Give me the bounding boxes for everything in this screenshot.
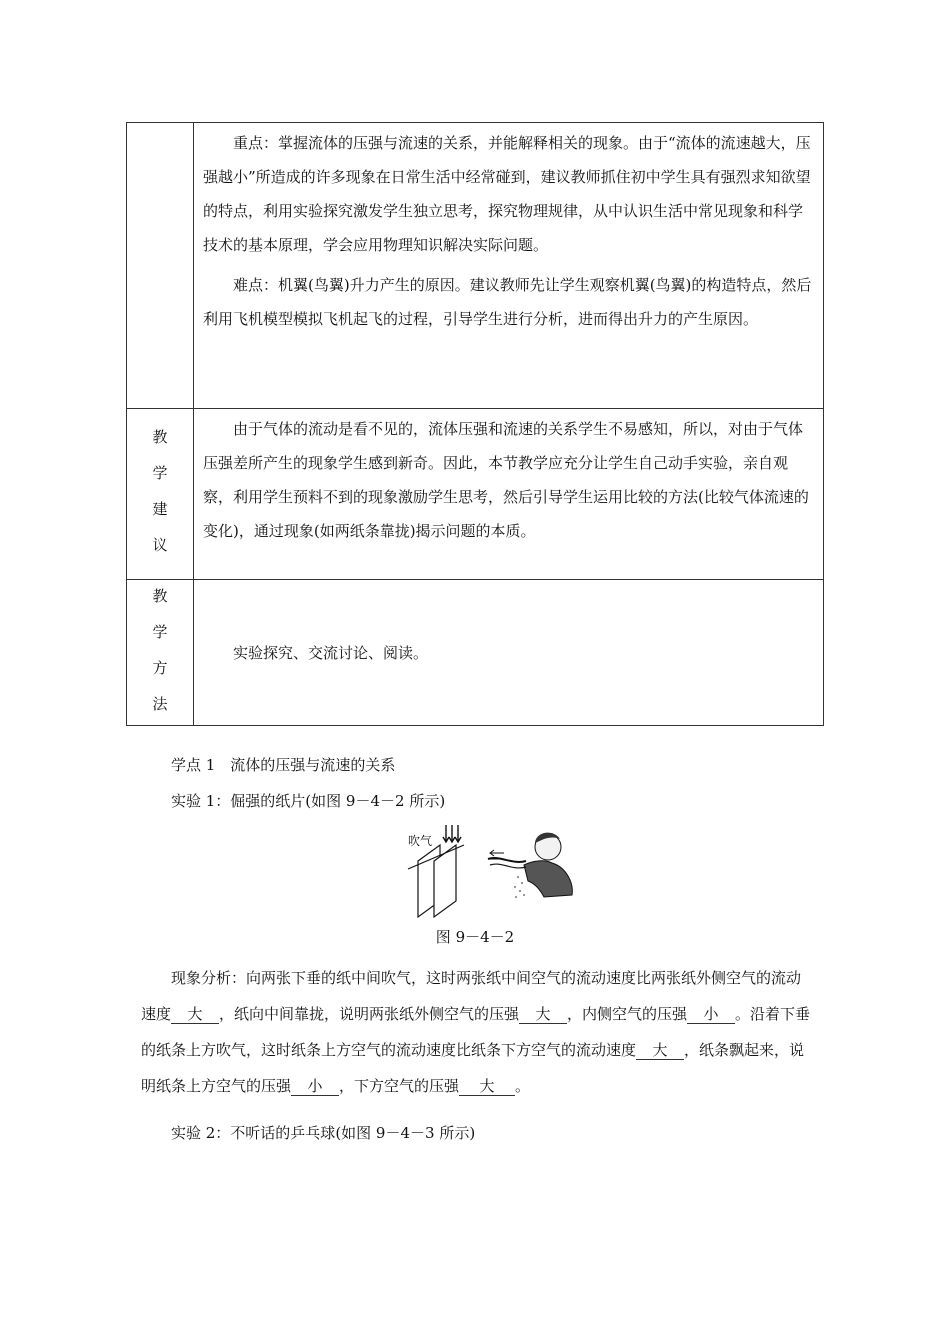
experiment2-block [141,1116,813,1150]
label-char: 法 [152,695,168,713]
analysis-text: ，下方空气的压强 [339,1077,460,1095]
experiment2-title: 实验 2：不听话的乒乓球(如图 9－4－3 所示) [171,1124,476,1142]
teaching-advice-text: 由于气体的流动是看不见的，流体压强和流速的关系学生不易感知，所以，对由于气体压强差所产生的现象学生感到新奇。因此，本节教学应充分让学生自己动手实验，亲自观察，利用学生预料不到的现象激励学生思考，然后引导学生运用比较的方法(比较气体流速的变化)，通过现象(如两纸条靠拢)揭示问题的本质。 [203,420,809,540]
label-char: 议 [152,536,168,554]
section-heading-block [141,748,813,818]
lesson-plan-table [126,122,824,726]
experiment1-title: 实验 1：倔强的纸片(如图 9－4－2 所示) [171,792,446,810]
answer-blank-3: 小 [687,1005,735,1024]
key-point-paragraph: 重点：掌握流体的压强与流速的关系，并能解释相关的现象。由于“流体的流速越大，压强越小”所造成的许多现象在日常生活中经常碰到，建议教师抓住初中学生具有强烈求知欲望的特点，利用实验探究激发学生独立思考，探究物理规律，从中认识生活中常见现象和科学技术的基本原理，学会应用物理知识解决实际问题。 [203,134,811,254]
table-row-teaching-method [127,580,824,726]
answer-blank-1: 大 [171,1005,219,1024]
analysis-paragraph [141,960,813,1104]
answer-blank-4: 大 [636,1041,684,1060]
label-char: 教 [152,428,168,446]
label-char: 方 [152,659,168,677]
analysis-text: 。沿着下垂的纸条上方吹气，这时纸条上方空气的流动速度比纸条下方空气的流动速度 [141,1005,811,1059]
analysis-text: 。 [515,1077,531,1095]
label-char: 教 [152,587,168,605]
teaching-advice-cell [194,409,824,580]
section-title: 学点 1 流体的压强与流速的关系 [171,756,396,774]
teaching-method-cell [194,580,824,726]
figure-label-blow: 吹气 [408,834,433,848]
row-label-teaching-method [127,580,194,726]
phenomenon-analysis [141,960,813,1104]
teaching-method-text: 实验探究、交流讨论、阅读。 [233,643,429,662]
two-papers-icon [408,845,464,917]
analysis-text: ，内侧空气的压强 [567,1005,688,1023]
key-points-cell [194,123,824,409]
difficult-point-paragraph: 难点：机翼(鸟翼)升力产生的原因。建议教师先让学生观察机翼(鸟翼)的构造特点，然后利用飞机模型模拟飞机起飞的过程，引导学生进行分析，进而得出升力的产生原因。 [203,276,812,328]
figure-caption: 图 9－4－2 [435,928,515,946]
label-char: 建 [152,500,168,518]
answer-blank-2: 大 [519,1005,567,1024]
analysis-text: 现象分析：向两张下垂的纸中间吹气，这时两张纸中间空气的流动速度比两张纸外侧空气的流动速度 [141,969,802,1023]
table-row-teaching-advice [127,409,824,580]
answer-blank-6: 大 [459,1077,515,1096]
table-row-key-points [127,123,824,409]
boy-blowing-icon [488,833,572,898]
experiment-figure [404,825,584,919]
row-label-empty [127,123,194,409]
analysis-text: ，纸向中间靠拢，说明两张纸外侧空气的压强 [219,1005,520,1023]
answer-blank-5: 小 [291,1077,339,1096]
label-char: 学 [152,623,168,641]
airflow-arrows [443,825,461,842]
row-label-teaching-advice [127,409,194,580]
analysis-text: ，纸条飘起来，说明纸条上方空气的压强 [141,1041,805,1095]
label-char: 学 [152,464,168,482]
